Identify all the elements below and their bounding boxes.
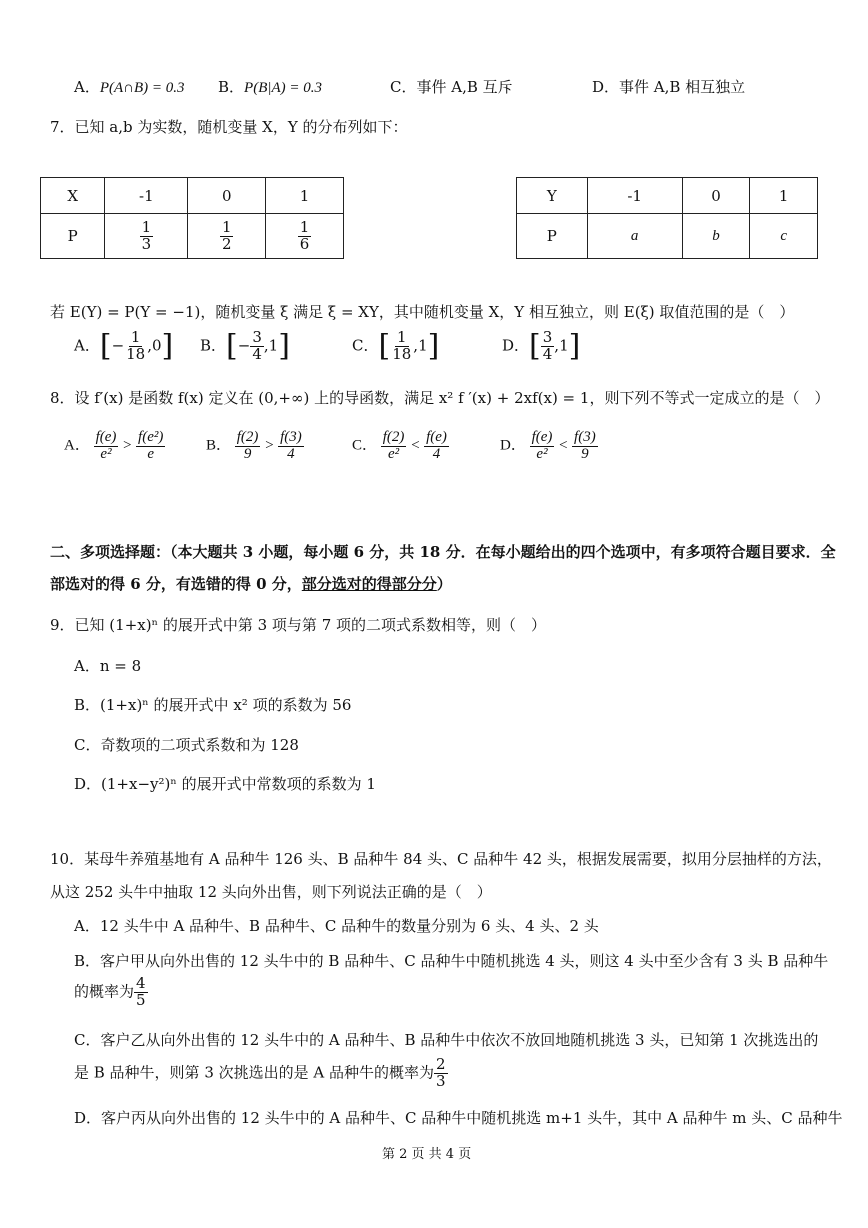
q8-stem: 8．设 f′(x) 是函数 f(x) 定义在 (0,+∞) 上的导函数，满足 x² f ′(x) + 2xf(x) = 1，则下列不等式一定成立的是（ ）	[50, 389, 830, 407]
q10-option-b-line1: B．客户甲从向外出售的 12 头牛中的 B 品种牛、C 品种牛中随机挑选 4 头，则这 4 头中至少含有 3 头 B 品种牛	[74, 952, 829, 970]
q7-table-x	[40, 177, 344, 259]
table-y-header-0: Y	[517, 178, 588, 214]
table-y-prob-b: b	[682, 214, 750, 259]
table-x-header-2: 0	[188, 178, 266, 214]
q10-option-d: D．客户丙从向外出售的 12 头牛中的 A 品种牛、C 品种牛中随机挑选 m+1 头牛，其中 A 品种牛 m 头、C 品种牛	[74, 1109, 843, 1127]
q10-stem-line2: 从这 252 头牛中抽取 12 头向外出售，则下列说法正确的是（ ）	[50, 883, 492, 901]
table-x-prob-1: $\frac{1}{2}$	[188, 214, 266, 259]
table-y-header-2: 0	[682, 178, 750, 214]
q10-option-c-line1: C．客户乙从向外出售的 12 头牛中的 A 品种牛、B 品种牛中依次不放回地随机挑选 3 头，已知第 1 次挑选出的	[74, 1031, 819, 1049]
q9-option-b: B．(1+x)ⁿ 的展开式中 x² 项的系数为 56	[74, 696, 352, 714]
table-x-header-0: X	[41, 178, 105, 214]
q6-option-d: D．事件 A,B 相互独立	[592, 78, 746, 96]
table-y-row-label: P	[517, 214, 588, 259]
q10-stem-line1: 10．某母牛养殖基地有 A 品种牛 126 头、B 品种牛 84 头、C 品种牛 42 头，根据发展需要，拟用分层抽样的方法，	[50, 850, 832, 868]
q7-option-a: A．[− $\frac{1}{18}$ ,0]	[74, 328, 174, 364]
q10-option-c-line2: 是 B 品种牛，则第 3 次挑选出的是 A 品种牛的概率为 $\frac{2}{3}$	[74, 1055, 446, 1090]
q7-option-c: C．[ $\frac{1}{18}$ ,1]	[352, 328, 440, 364]
table-y-header-3: 1	[750, 178, 818, 214]
q10-option-b-line2: 的概率为 $\frac{4}{5}$	[74, 974, 146, 1009]
section2-heading-line2: 部选对的得 6 分，有选错的得 0 分，部分选对的得部分分）	[50, 575, 452, 593]
q9-option-d: D．(1+x−y²)ⁿ 的展开式中常数项的系数为 1	[74, 775, 376, 793]
section2-heading-line1: 二、多项选择题：（本大题共 3 小题，每小题 6 分，共 18 分．在每小题给出的四个选项中，有多项符合题目要求．全	[50, 543, 836, 561]
q9-option-a: A．n = 8	[74, 657, 142, 675]
table-x-header-1: -1	[105, 178, 188, 214]
q6-option-b-text: P(B|A) = 0.3	[244, 80, 323, 96]
q6-option-b-label: B．	[218, 78, 245, 96]
table-x-row-label: P	[41, 214, 105, 259]
q8-option-a: A． $\frac{f(e)}{\text{e²}}$ > $\frac{\text{f(e²)}}{e}$	[64, 429, 164, 462]
q7-stem: 7．已知 a,b 为实数，随机变量 X，Y 的分布列如下：	[50, 118, 408, 136]
table-y-header-1: -1	[587, 178, 682, 214]
q8-option-b: B． $\frac{f(2)}{9}$ > $\frac{f(3)}{4}$	[206, 429, 302, 462]
q9-stem: 9．已知 (1+x)ⁿ 的展开式中第 3 项与第 7 项的二项式系数相等，则（ ）	[50, 616, 547, 634]
q7-option-d: D．[ $\frac{3}{4}$ ,1]	[502, 328, 581, 364]
q7-table-y	[516, 177, 818, 259]
q8-option-c: C． $\frac{f(2)}{\text{e²}}$ < $\frac{f(e)}{4}$	[352, 429, 447, 462]
table-x-header-3: 1	[266, 178, 344, 214]
page-footer: 第 2 页 共 4 页	[382, 1147, 472, 1162]
q8-option-d: D． $\frac{f(e)}{\text{e²}}$ < $\frac{f(3)}{9}$	[500, 429, 596, 462]
table-x-prob-0: $\frac{1}{3}$	[105, 214, 188, 259]
table-y-prob-c: c	[750, 214, 818, 259]
q6-option-c: C．事件 A,B 互斥	[390, 78, 513, 96]
q6-option-b	[218, 76, 322, 97]
q6-option-a-label: A．	[74, 78, 100, 96]
q6-option-a	[74, 76, 185, 97]
table-x-prob-2: $\frac{1}{6}$	[266, 214, 344, 259]
q6-option-a-text: P(A∩B) = 0.3	[99, 80, 185, 96]
q10-option-a: A．12 头牛中 A 品种牛、B 品种牛、C 品种牛的数量分别为 6 头、4 头、2 头	[74, 917, 599, 935]
table-y-prob-a: a	[587, 214, 682, 259]
q7-option-b: B．[− $\frac{3}{4}$ ,1]	[200, 328, 290, 364]
q7-condition: 若 E(Y) = P(Y = −1)，随机变量 ξ 满足 ξ = XY，其中随机变量 X，Y 相互独立，则 E(ξ) 取值范围的是（ ）	[50, 303, 795, 321]
q9-option-c: C．奇数项的二项式系数和为 128	[74, 736, 299, 754]
